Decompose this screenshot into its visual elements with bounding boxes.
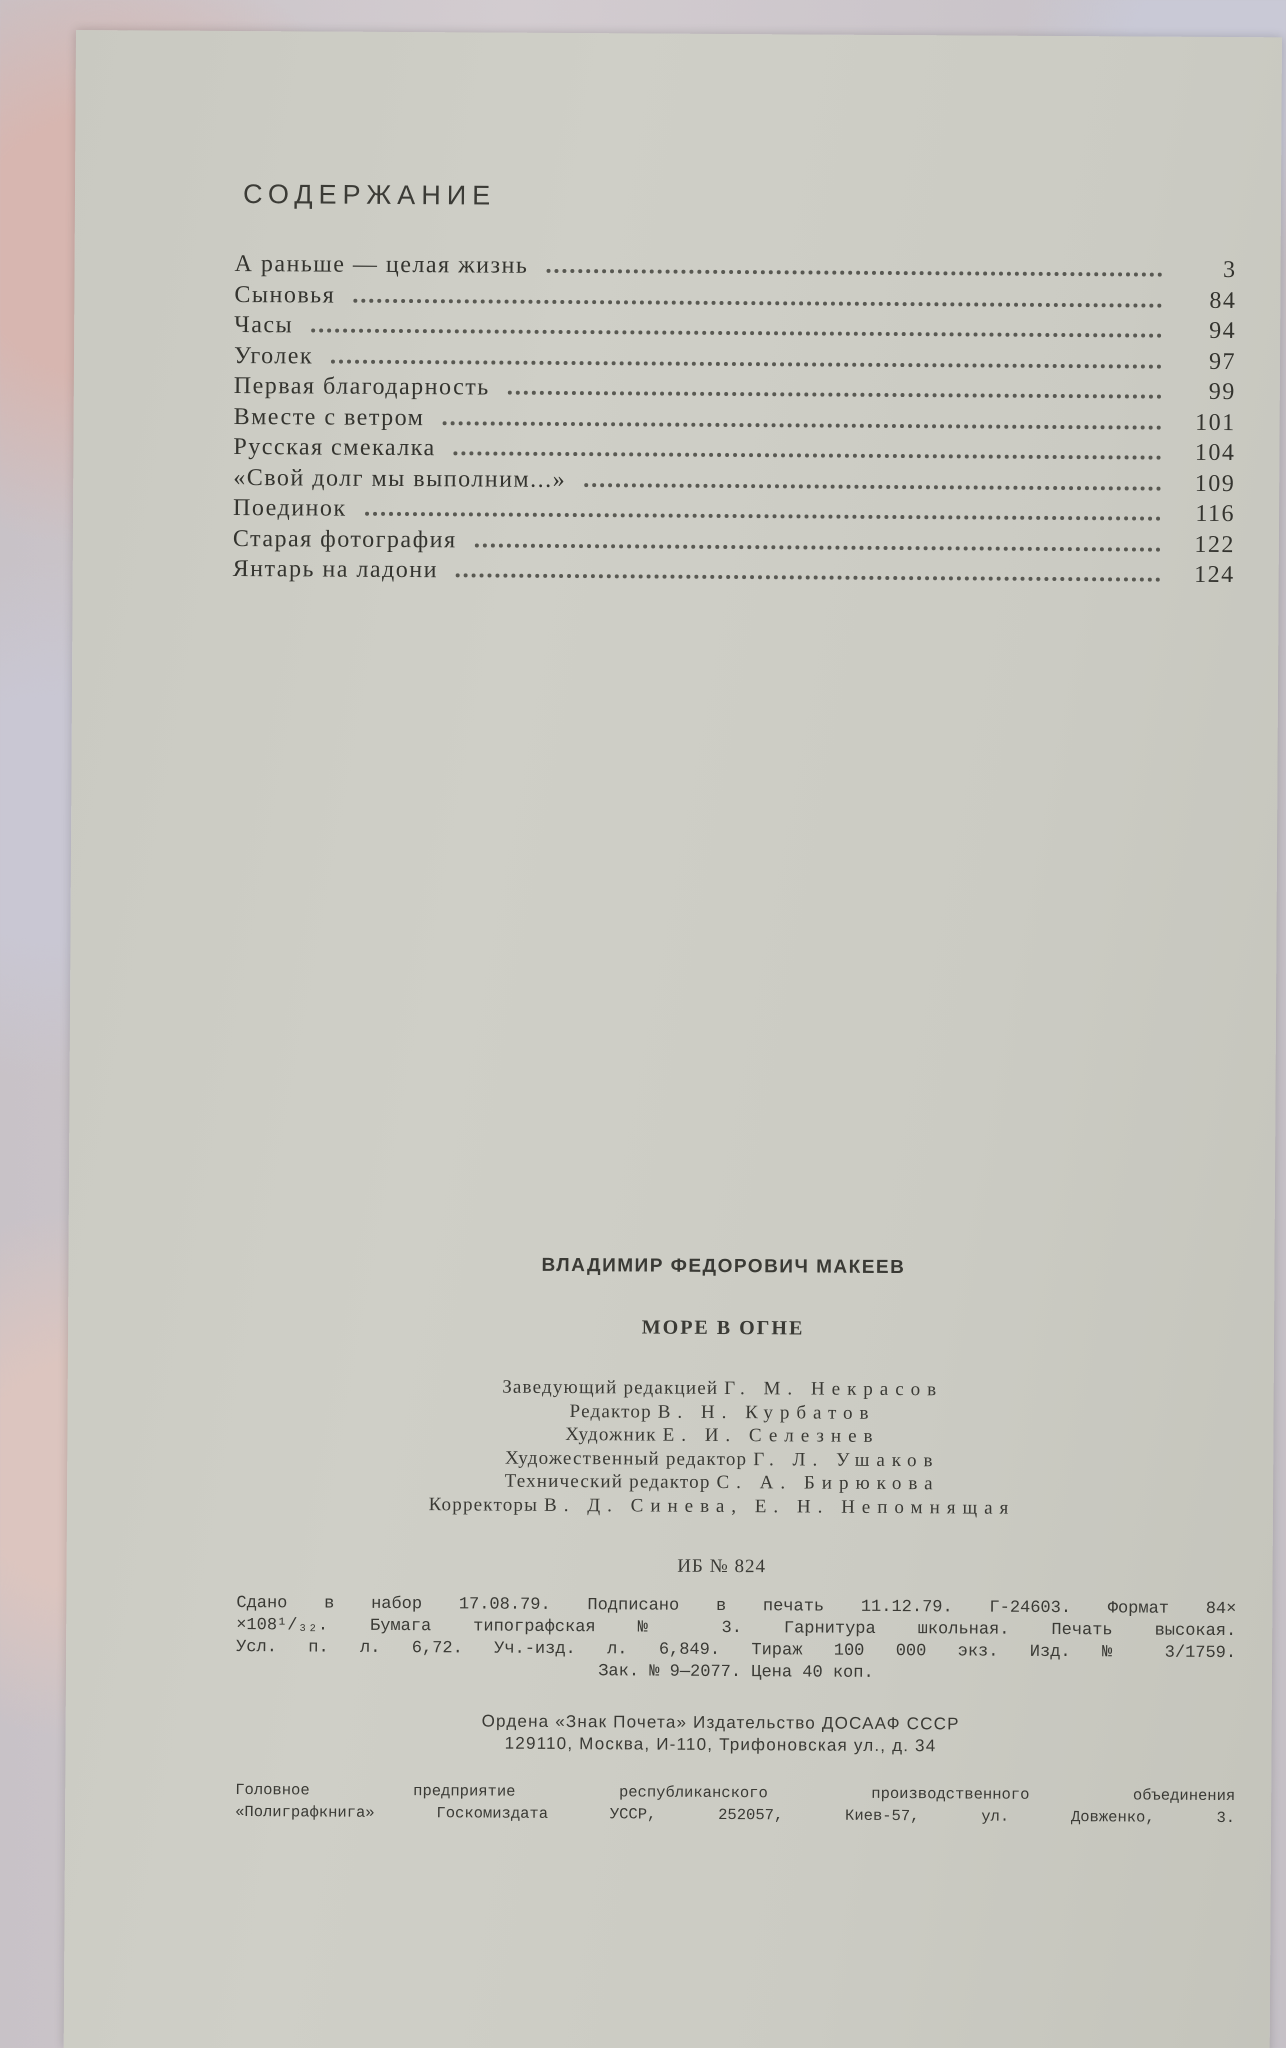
toc-entry-page: 104 (1194, 439, 1236, 467)
toc-entry-title: «Свой долг мы выполним...» (233, 464, 567, 493)
toc-entry-title: Первая благодарность (233, 372, 490, 401)
toc-entry-title: А раньше — целая жизнь (234, 250, 529, 279)
table-of-contents (233, 251, 1237, 593)
print-line: Усл. п. л. 6,72. Уч.-изд. л. 6,849. Тираж 100 000 экз. Изд. № 3/1759. (236, 1638, 1237, 1664)
toc-entry-title: Янтарь на ладони (232, 555, 439, 584)
toc-entry-page: 97 (1208, 348, 1237, 375)
staff-role: Редактор (569, 1400, 652, 1423)
toc-entry-title: Часы (234, 311, 294, 339)
toc-leader-dots (331, 359, 1162, 368)
staff-person: В. Н. Курбатов (657, 1401, 876, 1424)
toc-entry-title: Уголек (233, 342, 314, 369)
toc-leader-dots (353, 298, 1162, 307)
staff-person: Г. Л. Ушаков (753, 1448, 940, 1471)
toc-leader-dots (475, 543, 1161, 551)
toc-entry (233, 556, 1235, 593)
publisher-line: 129110, Москва, И-110, Трифоновская ул., д. 34 (504, 1733, 937, 1756)
toc-leader-dots (365, 512, 1161, 521)
toc-leader-dots (454, 451, 1162, 459)
toc-entry-title: Вместе с ветром (233, 403, 425, 431)
toc-entry-page: 122 (1194, 531, 1235, 558)
toc-entry-page: 124 (1194, 561, 1235, 589)
printer-info (235, 1779, 1235, 1829)
toc-leader-dots (546, 269, 1162, 277)
staff-person: Г. М. Некрасов (724, 1377, 944, 1401)
book-page (64, 30, 1282, 2048)
toc-entry-title: Русская смекалка (233, 433, 436, 462)
toc-leader-dots (442, 421, 1161, 429)
toc-entry-title: Старая фотография (232, 525, 457, 553)
author-name: ВЛАДИМИР ФЕДОРОВИЧ МАКЕЕВ (541, 1254, 906, 1279)
staff-person: В. Д. Синева, Е. Н. Непомнящая (544, 1494, 1016, 1519)
staff-role: Корректоры (428, 1493, 539, 1516)
print-line: Зак. № 9—2077. Цена 40 коп. (598, 1662, 874, 1683)
staff-role: Художник (565, 1424, 657, 1446)
toc-leader-dots (508, 391, 1162, 399)
book-title: МОРЕ В ОГНЕ (641, 1316, 805, 1340)
toc-entry-page: 84 (1209, 287, 1237, 314)
editorial-staff (222, 1374, 1223, 1521)
toc-leader-dots (584, 483, 1161, 491)
toc-entry-title: Сыновья (234, 281, 336, 309)
toc-entry-title: Поединок (233, 494, 347, 522)
printer-line: «Полиграфкнига» Госкомиздата УССР, 252057, Киев-57, ул. Довженко, 3. (235, 1803, 1236, 1828)
toc-leader-dots (456, 573, 1161, 581)
printing-details (236, 1593, 1237, 1687)
publisher-info (220, 1709, 1220, 1759)
toc-heading: СОДЕРЖАНИЕ (242, 179, 497, 211)
ib-number: ИБ № 824 (677, 1555, 767, 1578)
publisher-line: Ордена «Знак Почета» Издательство ДОСААФ СССР (481, 1711, 960, 1734)
toc-entry-page: 101 (1195, 409, 1236, 436)
toc-entry-page: 3 (1222, 257, 1237, 284)
staff-role: Художественный редактор (504, 1447, 748, 1470)
toc-leader-dots (311, 328, 1162, 337)
staff-role: Технический редактор (504, 1470, 711, 1493)
toc-entry-page: 116 (1195, 500, 1236, 528)
toc-entry-page: 99 (1208, 378, 1236, 406)
print-line: Сдано в набор 17.08.79. Подписано в печать 11.12.79. Г-24603. Формат 84× (236, 1594, 1237, 1620)
print-line: ×108¹/₃₂. Бумага типографская № 3. Гарнитура школьная. Печать высокая. (236, 1616, 1237, 1642)
staff-person: С. А. Бирюкова (716, 1471, 940, 1495)
staff-line (222, 1491, 1222, 1521)
toc-entry-page: 109 (1194, 470, 1236, 497)
printer-line: Головное предприятие республиканского производственного объединения (235, 1781, 1236, 1806)
staff-person: Е. И. Селезнев (662, 1424, 880, 1447)
staff-role: Заведующий редакцией (502, 1376, 719, 1399)
toc-entry-page: 94 (1209, 317, 1237, 345)
